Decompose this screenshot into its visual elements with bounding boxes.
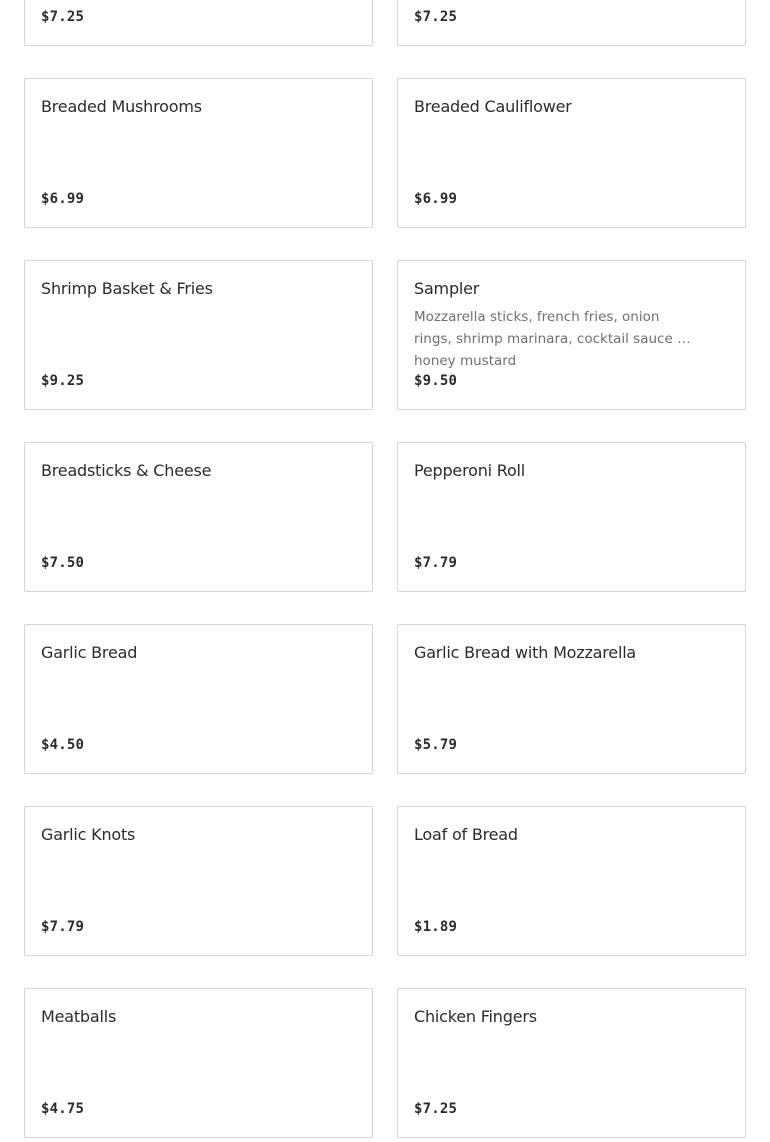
menu-item-card[interactable] bbox=[397, 806, 746, 956]
menu-item-name: Sampler bbox=[414, 279, 480, 298]
menu-item-price: $7.25 bbox=[41, 9, 85, 25]
menu-item-name: Chicken Fingers bbox=[414, 1007, 537, 1026]
menu-item-card[interactable] bbox=[24, 0, 373, 46]
menu-item-name: Loaf of Bread bbox=[414, 825, 518, 844]
menu-item-card[interactable] bbox=[24, 442, 373, 592]
menu-item-name: Garlic Bread bbox=[41, 643, 138, 662]
menu-item-price: $7.25 bbox=[414, 9, 458, 25]
menu-item-name: Pepperoni Roll bbox=[414, 461, 526, 480]
menu-item-name: Garlic Knots bbox=[41, 825, 136, 844]
menu-item-description: Mozzarella sticks, french fries, onion rings, shrimp marinara, cocktail sauce & honey mustard bbox=[414, 309, 688, 369]
menu-item-name: Meatballs bbox=[41, 1007, 117, 1026]
menu-item-card[interactable] bbox=[397, 78, 746, 228]
menu-item-name: Garlic Bread with Mozzarella bbox=[414, 643, 637, 662]
menu-grid bbox=[24, 0, 746, 1138]
menu-item-price: $5.79 bbox=[414, 737, 458, 753]
menu-item-price: $9.50 bbox=[414, 373, 458, 389]
menu-item-name: Breaded Mushrooms bbox=[41, 97, 202, 116]
menu-item-card[interactable] bbox=[397, 442, 746, 592]
menu-item-card[interactable] bbox=[24, 806, 373, 956]
menu-item-price: $7.79 bbox=[41, 919, 85, 935]
menu-item-price: $7.79 bbox=[414, 555, 458, 571]
menu-item-name: Breaded Cauliflower bbox=[414, 97, 572, 116]
menu-item-price: $6.99 bbox=[41, 191, 85, 207]
menu-item-price: $4.75 bbox=[41, 1101, 85, 1117]
menu-item-price: $7.50 bbox=[41, 555, 85, 571]
menu-item-price: $9.25 bbox=[41, 373, 85, 389]
menu-item-card[interactable] bbox=[397, 624, 746, 774]
menu-item-price: $6.99 bbox=[414, 191, 458, 207]
menu-item-card[interactable] bbox=[24, 624, 373, 774]
menu-item-card[interactable] bbox=[397, 0, 746, 46]
menu-item-card[interactable] bbox=[24, 78, 373, 228]
menu-item-name: Shrimp Basket & Fries bbox=[41, 279, 213, 298]
menu-item-card[interactable] bbox=[397, 988, 746, 1138]
menu-item-card[interactable] bbox=[24, 260, 373, 410]
menu-item-card[interactable] bbox=[397, 260, 746, 410]
menu-item-price: $4.50 bbox=[41, 737, 85, 753]
menu-item-price: $1.89 bbox=[414, 919, 458, 935]
menu-item-name: Breadsticks & Cheese bbox=[41, 461, 212, 480]
menu-item-card[interactable] bbox=[24, 988, 373, 1138]
menu-item-price: $7.25 bbox=[414, 1101, 458, 1117]
